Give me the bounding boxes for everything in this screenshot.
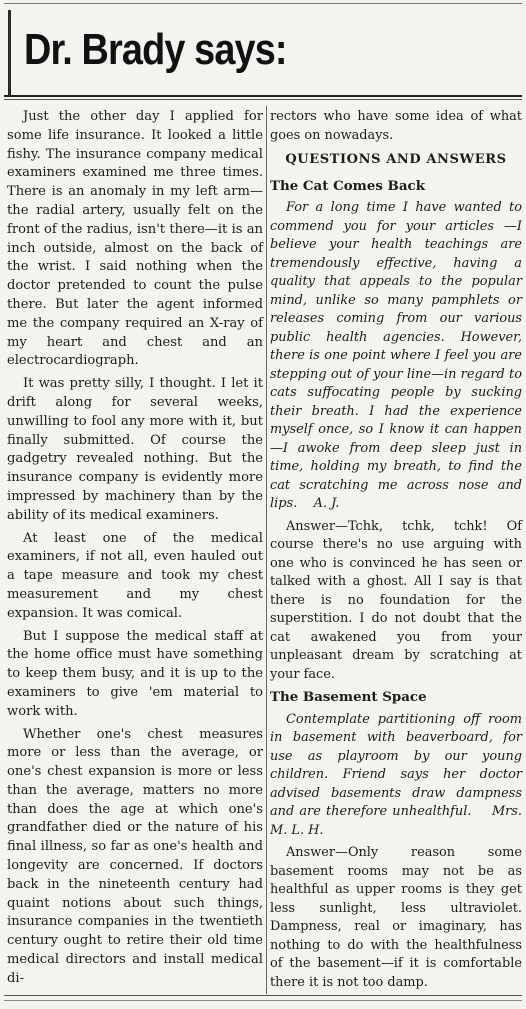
reader-letter [270, 711, 522, 841]
letter-text: Contemplate partitioning off room in basement with beaverboard, for use as playroom by our young children. Friend says her doctor advised basements draw dampness and are therefore unhealthful. [270, 711, 522, 819]
letter-text: For a long time I have wanted to commend you for your articles —I believe your health teachings are tremendously effective, having a quality that appeals to the popular mind, unlike so many pamphlets or releases coming from our various public health agencies. However, there is one point where I feel you are stepping out of your line—in regard to cats suffocating people by sucking their breath. I had the experience myself once, so I know it can happen—I awoke from deep sleep just in time, holding my breath, to find the cat scratching me across nose and lips. [270, 200, 522, 511]
question-title: The Basement Space [270, 689, 427, 705]
section-heading: QUESTIONS AND ANSWERS [285, 152, 507, 167]
bottom-rule [4, 995, 522, 996]
question-title: The Cat Comes Back [270, 177, 425, 194]
masthead-rule-thin [4, 99, 522, 100]
article-paragraph: It was pretty silly, I thought. I let it drift along for several weeks, unwilling to fool any more with it, but finally submitted. Of course the gadgetry revealed nothing. But the insurance company is evidently more impressed by machinery than by the ability of its medical examiners. [7, 376, 263, 523]
column-divider [266, 106, 267, 994]
bottom-rule-thin [4, 1000, 522, 1001]
article-paragraph: But I suppose the medical staff at the home office must have something to keep them busy, and it is up to the examiners to give 'em material to work with. [7, 628, 263, 719]
answer-paragraph: Answer—Tchk, tchk, tchk! Of course there's no use arguing with one who is convinced he has seen or talked with a ghost. All I say is that there is no foundation for the superstition. I do not doubt that the cat awakened you from your unpleasant dream by scratching at your face. [270, 518, 522, 682]
article-paragraph: Whether one's chest measures more or less than the average, or one's chest expansion is more or less than the average, matters no more than does the age at which one's grandfather died or the nature of his final illness, so far as one's health and longevity are concerned. If doctors back in the nineteenth century had quaint notions about such things, insurance companies in the twentieth century ought to retire their old time medical directors and install medical di- [7, 726, 263, 986]
article-paragraph: At least one of the medical examiners, if not all, even hauled out a tape measure and took my chest measurement and my chest expansion. It was comical. [7, 530, 263, 621]
article-continuation: rectors who have some idea of what goes on nowadays. [270, 109, 522, 143]
letter-signature: Mrs. M. L. H. [270, 804, 523, 838]
column-masthead [4, 6, 522, 98]
top-rule [4, 3, 522, 4]
left-column [7, 108, 263, 989]
masthead-bar [8, 10, 11, 96]
article-paragraph: Just the other day I applied for some life insurance. It looked a little fishy. The insurance company medical examiners examined me three times. There is an anomaly in my left arm—the radial artery, usually felt on the front of the radius, isn't there—it is an inch outside, almost on the back of the wrist. I said nothing when the doctor pretended to count the pulse there. But later the agent informed me the company required an X-ray of my heart and chest and an electrocardiograph. [7, 109, 263, 369]
masthead-rule [4, 95, 522, 97]
right-column [270, 108, 522, 992]
letter-signature: A. J. [313, 496, 340, 511]
reader-letter [270, 199, 522, 514]
answer-paragraph: Answer—Only reason some basement rooms may not be as healthful as upper rooms is they get less sunlight, less ultraviolet. Dampness, real or imaginary, has nothing to do with the healthfulness of the basement—if it is comfortable there it is not too damp. [270, 845, 522, 990]
column-title: Dr. Brady says: [24, 25, 287, 74]
